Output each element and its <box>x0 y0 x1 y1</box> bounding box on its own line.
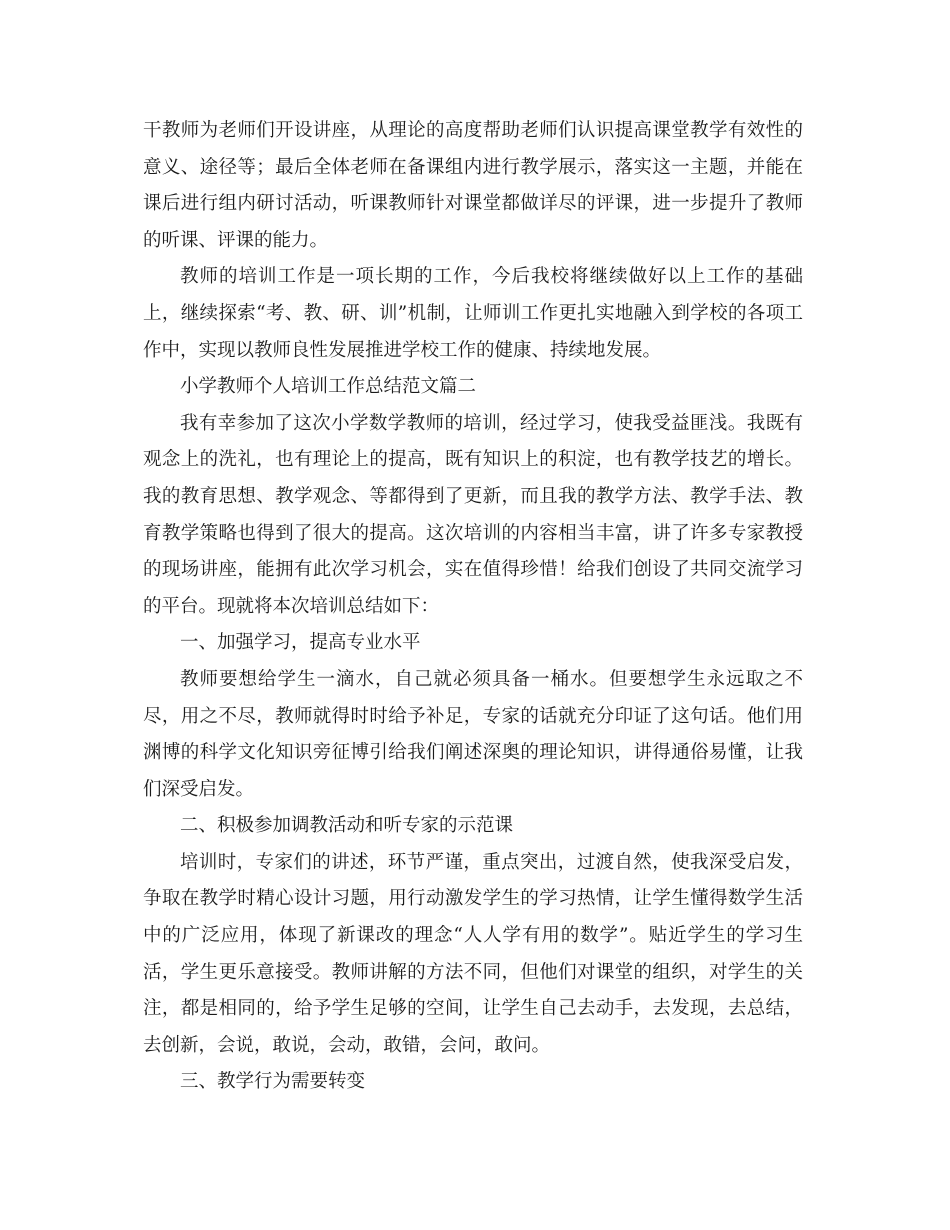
paragraph-1: 干教师为老师们开设讲座，从理论的高度帮助老师们认识提高课堂教学有效性的意义、途径等；最后全体老师在备课组内进行教学展示，落实这一主题，并能在课后进行组内研讨活动，听课教师针对课堂都做详尽的评课，进一步提升了教师的听课、评课的能力。 <box>143 120 803 251</box>
heading-2: 二、积极参加调教活动和听专家的示范课 <box>180 815 514 837</box>
paragraph-intro: 我有幸参加了这次小学数学教师的培训，经过学习，使我受益匪浅。我既有观念上的洗礼，也有理论上的提高，既有知识上的积淀，也有教学技艺的增长。我的教育思想、教学观念、等都得到了更新，而且我的教学方法、教学手法、教育教学策略也得到了很大的提高。这次培训的内容相当丰富，讲了许多专家教授的现场讲座，能拥有此次学习机会，实在值得珍惜！给我们创设了共同交流学习的平台。现就将本次培训总结如下： <box>143 412 803 617</box>
paragraph-heading-1-body: 教师要想给学生一滴水，自己就必须具备一桶水。但要想学生永远取之不尽，用之不尽，教师就得时时给予补足，专家的话就充分印证了这句话。他们用渊博的科学文化知识旁征博引给我们阐述深奥的理论知识，讲得通俗易懂，让我们深受启发。 <box>143 668 803 800</box>
paragraph-heading-2-body: 培训时，专家们的讲述，环节严谨，重点突出，过渡自然，使我深受启发，争取在教学时精心设计习题，用行动激发学生的学习热情，让学生懂得数学生活中的广泛应用，体现了新课改的理念“人人学有用的数学”。贴近学生的学习生活，学生更乐意接受。教师讲解的方法不同，但他们对课堂的组织，对学生的关注，都是相同的，给予学生足够的空间，让学生自己去动手，去发现，去总结，去创新，会说，敢说，会动，敢错，会问，敢问。 <box>143 851 803 1056</box>
section-title: 小学教师个人培训工作总结范文篇二 <box>180 376 477 398</box>
heading-3: 三、教学行为需要转变 <box>180 1071 366 1093</box>
paragraph-2: 教师的培训工作是一项长期的工作，今后我校将继续做好以上工作的基础上，继续探索“考、教、研、训”机制，让师训工作更扎实地融入到学校的各项工作中，实现以教师良性发展推进学校工作的健康、持续地发展。 <box>143 266 803 361</box>
heading-1: 一、加强学习，提高专业水平 <box>180 632 421 654</box>
document-body <box>143 113 803 1101</box>
